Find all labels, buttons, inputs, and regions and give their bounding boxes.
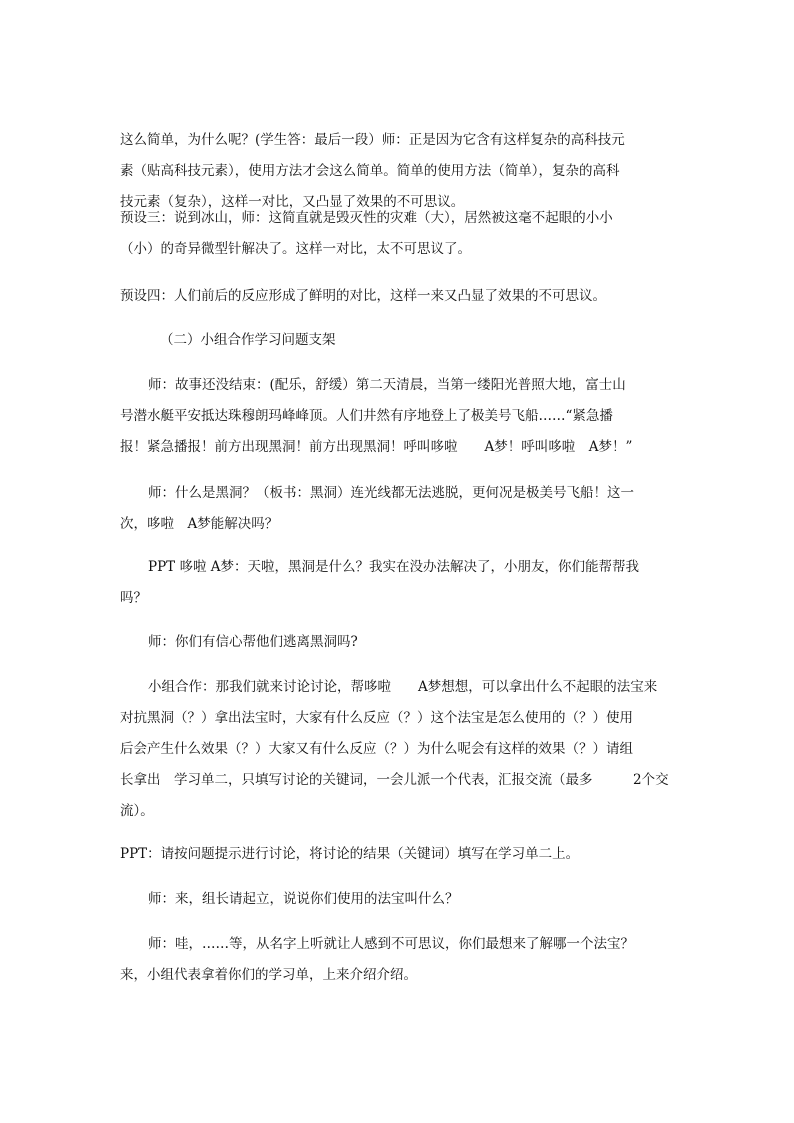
text-line: 素（贴高科技元素），使用方法才会这么简单。简单的使用方法（简单），复杂的高科 bbox=[120, 163, 620, 179]
text-line: 师：你们有信心帮他们逃离黑洞吗? bbox=[148, 634, 358, 650]
text-line: 预设三：说到冰山，师：这简直就是毁灭性的灾难（大），居然被这毫不起眼的小小 bbox=[120, 210, 613, 226]
paragraph-group-cooperation bbox=[120, 672, 680, 827]
text-line: 来，小组代表拿着你们的学习单，上来介绍介绍。 bbox=[120, 967, 417, 983]
text-line: 师：什么是黑洞？（板书：黑洞）连光线都无法逃脱，更何况是极美号飞船！这一 bbox=[148, 485, 634, 501]
paragraph-preset-four bbox=[120, 281, 680, 312]
text-line: 技元素（复杂），这样一对比，又凸显了效果的不可思议。 bbox=[120, 194, 465, 210]
text-line: 吗？ bbox=[120, 590, 147, 606]
text-line: 师：故事还没结束：(配乐，舒缓）第二天清晨，当第一缕阳光普照大地，富士山 bbox=[148, 377, 626, 393]
paragraph-ppt-doraemon bbox=[120, 552, 680, 614]
text-line: 师：哇，……等，从名字上听就让人感到不可思议，你们最想来了解哪一个法宝？ bbox=[148, 936, 634, 952]
text-line: PPT：请按问题提示进行讨论，将讨论的结果（关键词）填写在学习单二上。 bbox=[120, 846, 580, 862]
text-line: （小）的奇异微型针解决了。这样一对比，太不可思议了。 bbox=[120, 241, 471, 257]
section-heading-group-scaffold bbox=[120, 325, 680, 356]
text-line: 预设四：人们前后的反应形成了鲜明的对比，这样一来又凸显了效果的不可思议。 bbox=[120, 288, 606, 304]
paragraph-confidence-question bbox=[120, 627, 680, 658]
paragraph-black-hole-question bbox=[120, 478, 680, 540]
text-line: 小组合作：那我们就来讨论讨论，帮哆啦 A梦想想，可以拿出什么不起眼的法宝来 bbox=[148, 679, 658, 695]
paragraph-introduce-treasure bbox=[120, 929, 680, 991]
text-line: 长拿出 学习单二，只填写讨论的关键词，一会儿派一个代表，汇报交流（最多 2个交 bbox=[120, 772, 669, 788]
paragraph-story-continues bbox=[120, 370, 680, 463]
section-heading: （二）小组合作学习问题支架 bbox=[160, 332, 336, 348]
text-line: 号潜水艇平安抵达珠穆朗玛峰峰顶。人们井然有序地登上了极美号飞船……“紧急播 bbox=[120, 408, 613, 424]
text-line: 报！紧急播报！前方出现黑洞！前方出现黑洞！呼叫哆啦 A梦！呼叫哆啦 A梦！” bbox=[120, 439, 633, 455]
text-line: 后会产生什么效果（？）大家又有什么反应（？）为什么呢会有这样的效果（？）请组 bbox=[120, 741, 633, 757]
text-line: 次，哆啦 A梦能解决吗？ bbox=[120, 516, 279, 532]
paragraph-ppt-instructions bbox=[120, 839, 680, 870]
text-line: 师：来，组长请起立，说说你们使用的法宝叫什么？ bbox=[148, 891, 459, 907]
text-line: 这么简单，为什么呢？(学生答：最后一段）师：正是因为它含有这样复杂的高科技元 bbox=[120, 132, 625, 148]
text-line: 流）。 bbox=[120, 803, 154, 819]
paragraph-preset-three bbox=[120, 203, 680, 265]
text-line: PPT 哆啦 A梦：天啦，黑洞是什么？我实在没办法解决了，小朋友，你们能帮帮我 bbox=[148, 559, 640, 575]
paragraph-group-leader bbox=[120, 884, 680, 915]
text-line: 对抗黑洞（？）拿出法宝时，大家有什么反应（？）这个法宝是怎么使用的（？）使用 bbox=[120, 710, 633, 726]
